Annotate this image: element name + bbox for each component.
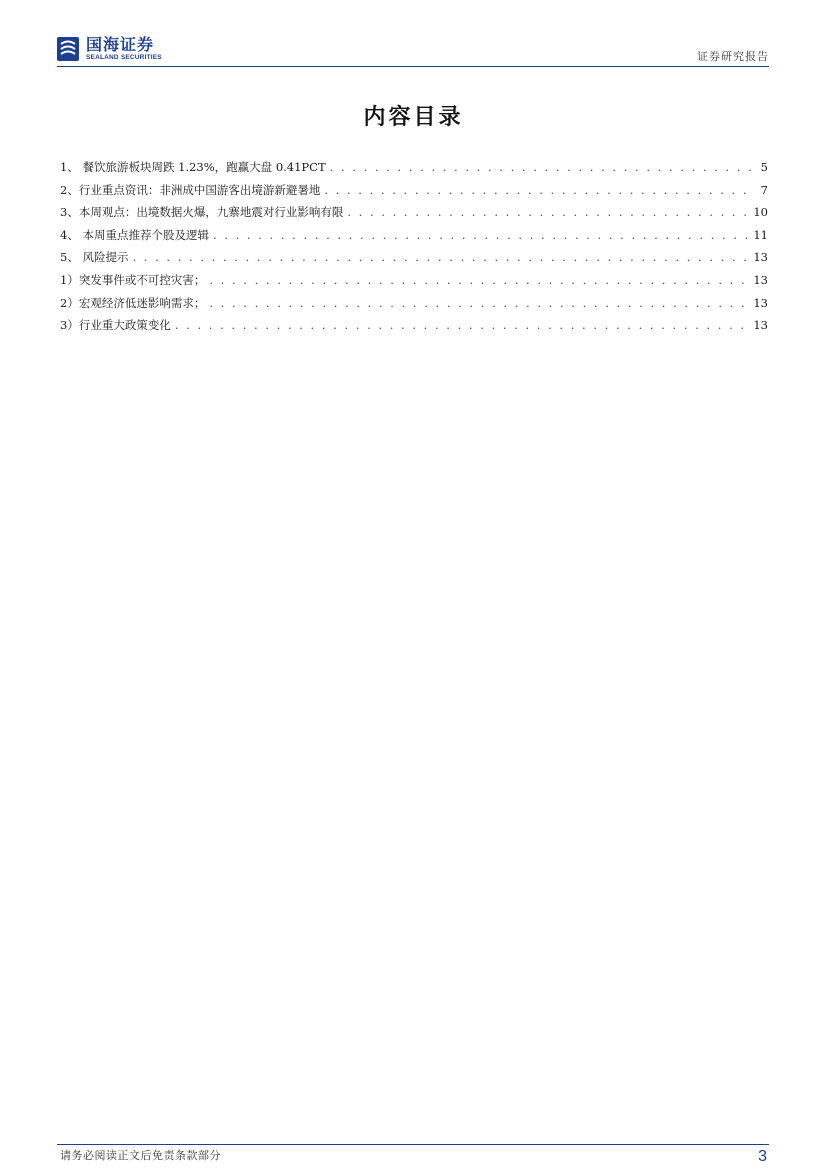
toc-entry[interactable] [60,249,768,272]
toc-entry-page: 11 [753,227,768,242]
toc-entry[interactable] [60,272,768,295]
toc-entry-label: 5、 风险提示 [60,250,129,265]
toc-entry-page: 13 [753,272,768,287]
toc-entry[interactable] [60,295,768,318]
toc-leader-dots [324,183,754,197]
toc-entry-label: 1）突发事件或不可控灾害； [60,272,206,287]
toc-entry-label: 3、本周观点：出境数据火爆，九寨地震对行业影响有限 [60,205,344,220]
toc-entry-page: 13 [753,318,768,333]
toc-leader-dots [209,296,749,310]
page-number: 3 [758,1148,767,1165]
sealand-logo-icon [57,37,79,61]
toc-entry-page: 5 [760,160,768,174]
footer-disclaimer: 请务必阅读正文后免责条款部分 [60,1149,221,1162]
toc-leader-dots [347,205,749,219]
toc-entry[interactable] [60,317,768,340]
toc-entry-label: 3）行业重大政策变化 [60,318,171,333]
table-of-contents [60,159,768,340]
toc-title: 内容目录 [363,105,464,130]
toc-entry-label: 4、 本周重点推荐个股及逻辑 [60,227,209,242]
toc-entry[interactable] [60,159,768,182]
toc-entry-page: 13 [753,250,768,265]
toc-entry-label: 2、行业重点资讯：非洲成中国游客出境游新避暑地 [60,182,321,197]
toc-leader-dots [213,228,749,242]
toc-entry[interactable] [60,204,768,227]
toc-leader-dots [209,273,749,287]
logo-english-name: SEALAND SECURITIES [86,54,162,61]
report-type-label: 证券研究报告 [697,50,769,63]
logo-chinese-name: 国海证券 [86,35,155,54]
toc-entry[interactable] [60,182,768,205]
toc-entry-page: 7 [760,182,768,197]
toc-entry-page: 13 [753,295,768,310]
sealand-logo [57,36,217,64]
toc-leader-dots [175,318,750,332]
toc-entry[interactable] [60,227,768,250]
footer-divider [57,1144,769,1145]
toc-leader-dots [330,160,754,174]
header-divider [57,66,769,67]
page-header [57,36,769,64]
toc-entry-label: 2）宏观经济低迷影响需求； [60,295,206,310]
toc-entry-label: 1、 餐饮旅游板块周跌 1.23%，跑赢大盘 0.41PCT [60,160,326,174]
toc-leader-dots [132,250,749,264]
toc-entry-page: 10 [753,205,768,220]
